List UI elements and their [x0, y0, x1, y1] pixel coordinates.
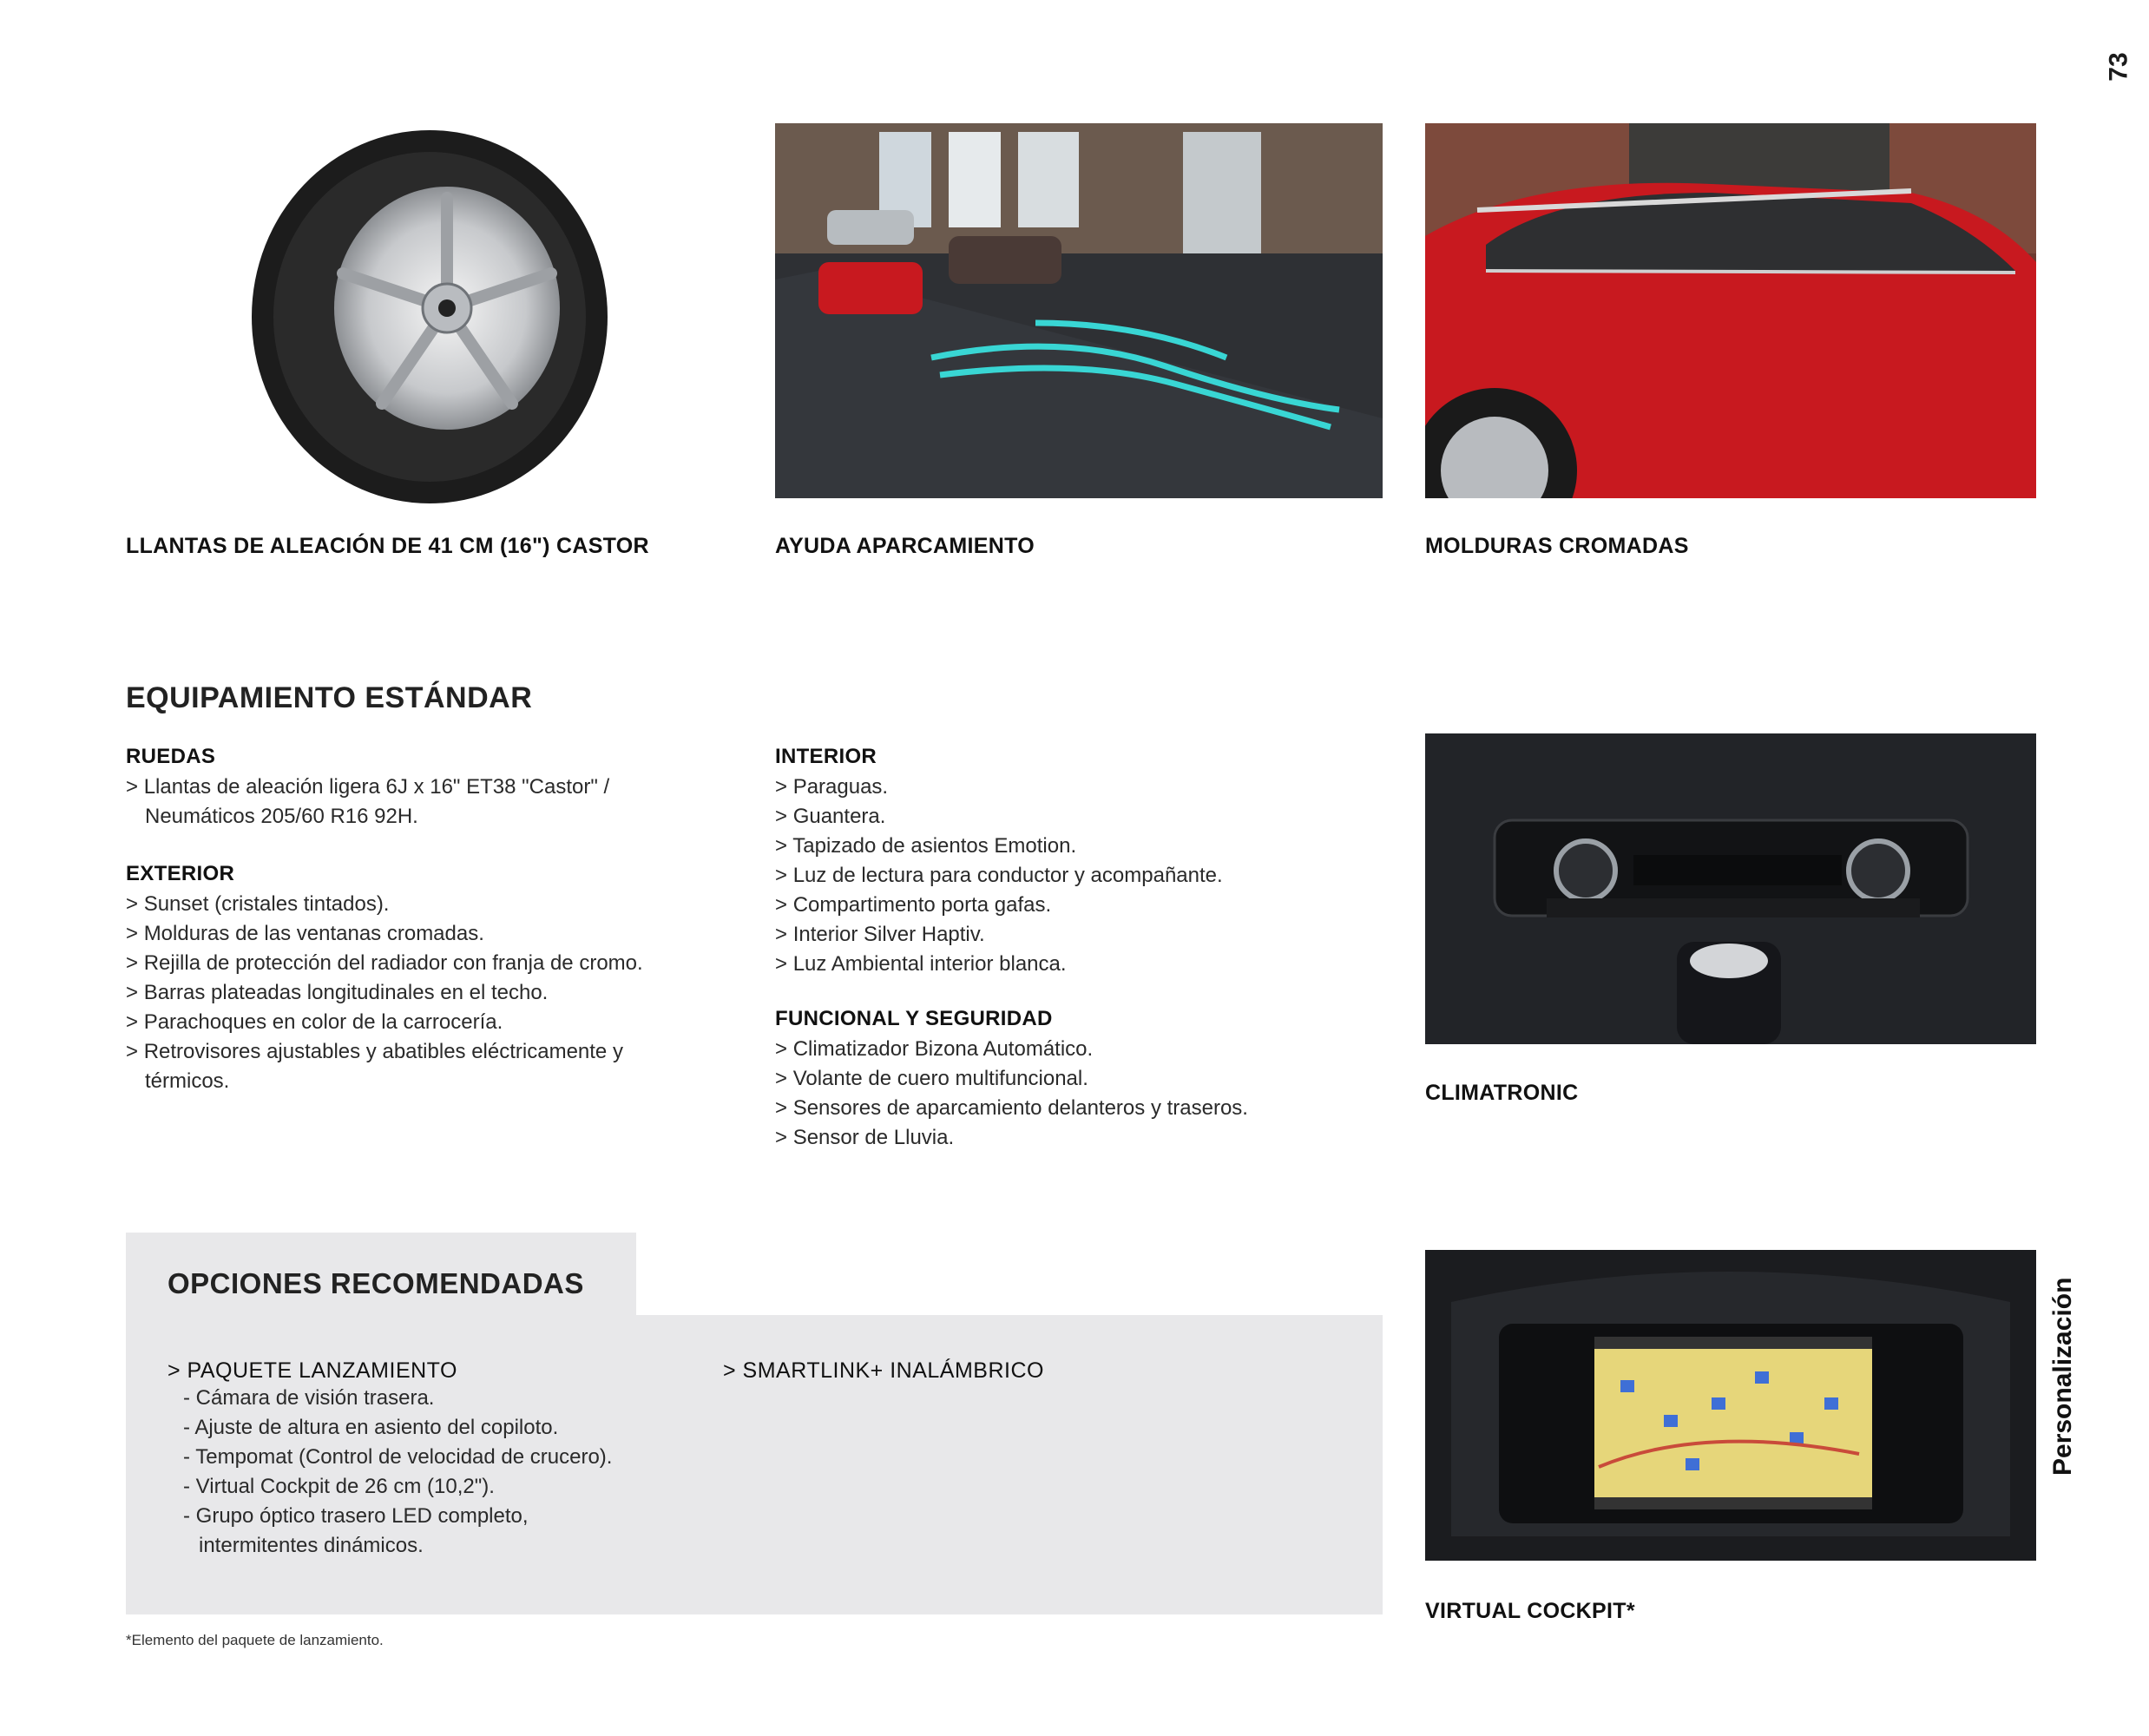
- list-item: > Volante de cuero multifuncional.: [775, 1064, 1383, 1094]
- list-item: > Rejilla de protección del radiador con franja de cromo.: [126, 949, 733, 978]
- ruedas-title: RUEDAS: [126, 745, 216, 768]
- parking-assist-image: [775, 123, 1383, 498]
- list-item: > Luz de lectura para conductor y acompañante.: [775, 861, 1383, 891]
- list-item: > Parachoques en color de la carrocería.: [126, 1008, 733, 1037]
- launch-pack-block: [168, 1358, 732, 1561]
- interior-title: INTERIOR: [775, 745, 877, 768]
- climatronic-image: [1425, 733, 2036, 1044]
- list-item: > Sunset (cristales tintados).: [126, 890, 733, 919]
- list-item: > Guantera.: [775, 802, 1383, 832]
- list-item: - Cámara de visión trasera.: [168, 1384, 732, 1413]
- virtual-cockpit-caption: VIRTUAL COCKPIT*: [1425, 1599, 1635, 1623]
- funcional-block: [775, 1007, 1383, 1153]
- climatronic-caption: CLIMATRONIC: [1425, 1081, 1579, 1105]
- interior-block: [775, 745, 1383, 979]
- parking-caption: AYUDA APARCAMIENTO: [775, 534, 1035, 558]
- list-item: - Ajuste de altura en asiento del copiloto.: [168, 1413, 732, 1443]
- footnote: *Elemento del paquete de lanzamiento.: [126, 1632, 384, 1648]
- list-item: > Molduras de las ventanas cromadas.: [126, 919, 733, 949]
- list-item: - Virtual Cockpit de 26 cm (10,2").: [168, 1472, 732, 1502]
- smartlink-option: > SMARTLINK+ INALÁMBRICO: [723, 1358, 1044, 1383]
- section-side-label: Personalización: [2048, 1277, 2077, 1476]
- list-item: - Grupo óptico trasero LED completo, intermitentes dinámicos.: [168, 1502, 607, 1561]
- wheel-caption: LLANTAS DE ALEACIÓN DE 41 CM (16") CASTOR: [126, 534, 649, 558]
- list-item: > Compartimento porta gafas.: [775, 891, 1383, 920]
- list-item: > Retrovisores ajustables y abatibles eléctricamente y térmicos.: [126, 1037, 700, 1096]
- list-item: > Climatizador Bizona Automático.: [775, 1035, 1383, 1064]
- list-item: > Tapizado de asientos Emotion.: [775, 832, 1383, 861]
- page-number: 73: [2104, 52, 2133, 82]
- ruedas-block: [126, 745, 707, 832]
- standard-equipment-title: EQUIPAMIENTO ESTÁNDAR: [126, 681, 533, 714]
- chrome-moldings-image: [1425, 123, 2036, 498]
- options-title: OPCIONES RECOMENDADAS: [168, 1267, 584, 1299]
- exterior-block: [126, 862, 733, 1096]
- virtual-cockpit-image: [1425, 1250, 2036, 1561]
- exterior-title: EXTERIOR: [126, 862, 235, 885]
- list-item: > Paraguas.: [775, 773, 1383, 802]
- list-item: - Tempomat (Control de velocidad de crucero).: [168, 1443, 732, 1472]
- list-item: > Barras plateadas longitudinales en el techo.: [126, 978, 733, 1008]
- list-item: > Interior Silver Haptiv.: [775, 920, 1383, 950]
- list-item: > Sensor de Lluvia.: [775, 1123, 1383, 1153]
- list-item: > Sensores de aparcamiento delanteros y traseros.: [775, 1094, 1383, 1123]
- chrome-caption: MOLDURAS CROMADAS: [1425, 534, 1689, 558]
- list-item: > Luz Ambiental interior blanca.: [775, 950, 1383, 979]
- launch-pack-title: > PAQUETE LANZAMIENTO: [168, 1358, 457, 1383]
- list-item: > Llantas de aleación ligera 6J x 16" ET38 "Castor" / Neumáticos 205/60 R16 92H.: [126, 773, 707, 832]
- funcional-title: FUNCIONAL Y SEGURIDAD: [775, 1007, 1053, 1030]
- wheel-image: [243, 113, 625, 512]
